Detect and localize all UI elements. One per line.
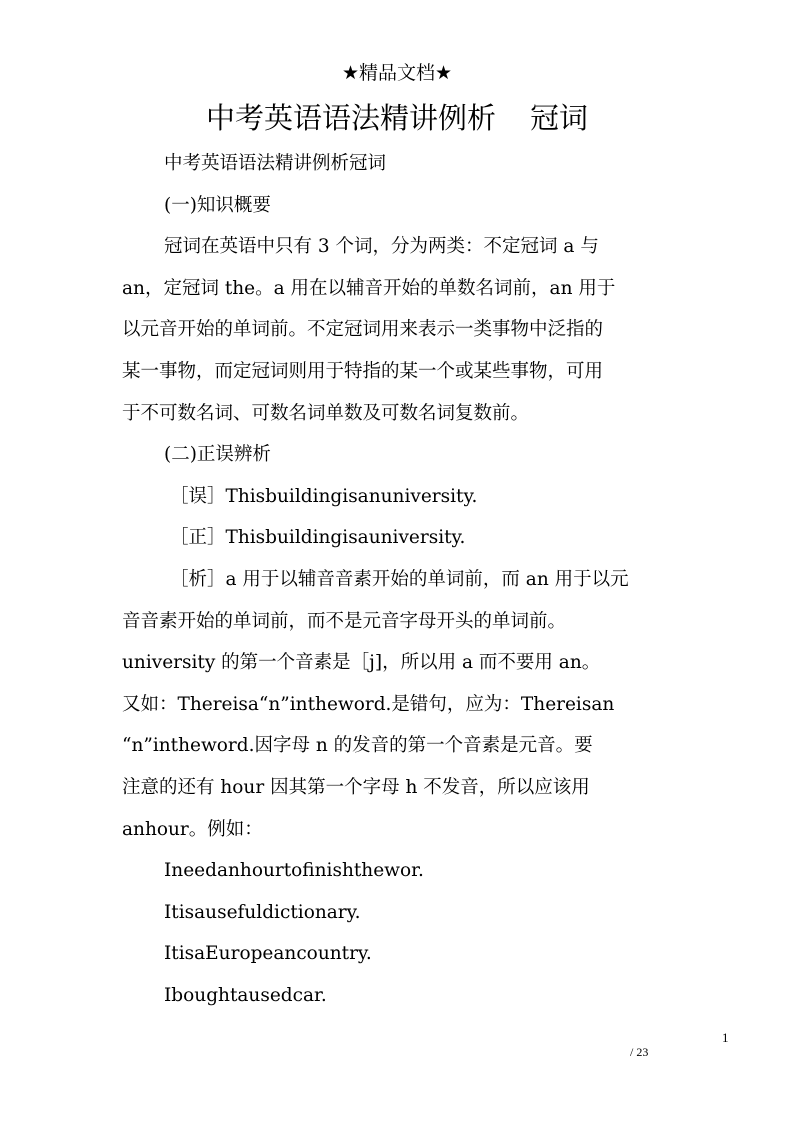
paragraph-line: 以元音开始的单词前。不定冠词用来表示一类事物中泛指的: [122, 319, 604, 341]
section-heading-overview: (一)知识概要: [164, 194, 271, 216]
analysis-line: ［析］a 用于以辅音音素开始的单词前，而 an 用于以元: [170, 568, 629, 590]
page-number: 1: [722, 1030, 729, 1045]
title-main: 中考英语语法精讲例析: [205, 101, 496, 135]
analysis-line: 又如：Thereisa“n”intheword.是错句，应为：Thereisan: [122, 693, 615, 715]
document-body: [122, 143, 682, 1016]
correct-example: ［正］Thisbuildingisauniversity.: [170, 527, 466, 549]
paragraph-line: an，定冠词 the。a 用在以辅音开始的单数名词前，an 用于: [122, 277, 616, 299]
subtitle-line: 中考英语语法精讲例析冠词: [164, 153, 387, 174]
wrong-example: ［误］Thisbuildingisanuniversity.: [170, 485, 478, 507]
page-total: / 23: [630, 1045, 649, 1059]
analysis-line: university 的第一个音素是［j]，所以用 a 而不要用 an。: [122, 652, 601, 674]
example-sentence: Itisausefuldictionary.: [164, 901, 361, 923]
analysis-line: 音音素开始的单词前，而不是元音字母开头的单词前。: [122, 610, 567, 632]
document-title: [0, 100, 794, 136]
document-header: ★精品文档★: [341, 62, 453, 84]
paragraph-line: 冠词在英语中只有 3 个词，分为两类：不定冠词 a 与: [164, 236, 599, 258]
paragraph-line: 于不可数名词、可数名词单数及可数名词复数前。: [122, 402, 530, 424]
example-sentence: ItisaEuropeancountry.: [164, 943, 372, 965]
analysis-line: “n”intheword.因字母 n 的发音的第一个音素是元音。要: [122, 735, 593, 757]
title-sub: 冠词: [530, 101, 589, 135]
paragraph-line: 某一事物，而定冠词则用于特指的某一个或某些事物，可用: [122, 360, 604, 382]
example-sentence: Ineedanhourtofinishthewor.: [164, 860, 424, 882]
analysis-line: 注意的还有 hour 因其第一个字母 h 不发音，所以应该用: [122, 776, 590, 798]
example-sentence: Iboughtausedcar.: [164, 984, 327, 1006]
section-heading-analysis: (二)正误辨析: [164, 444, 271, 466]
analysis-line: anhour。例如：: [122, 818, 263, 840]
